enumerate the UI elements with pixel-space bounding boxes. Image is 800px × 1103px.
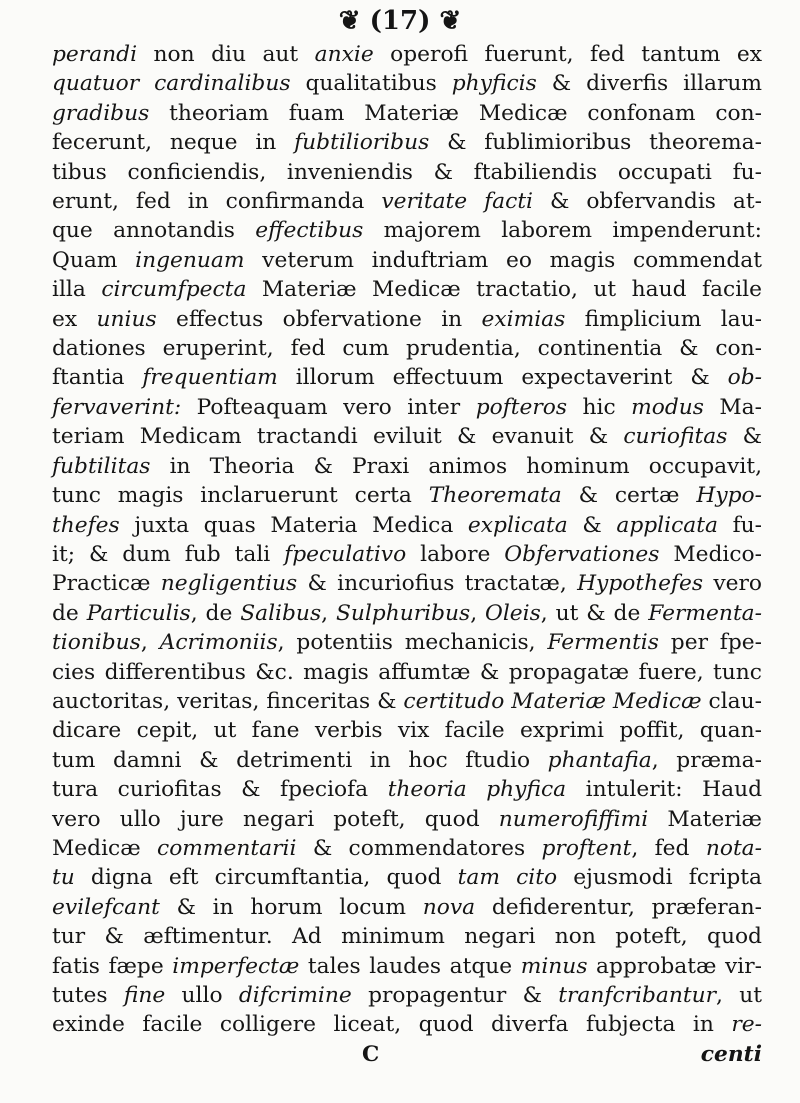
roman-text: & xyxy=(567,512,617,538)
italic-text: theoria phyfica xyxy=(387,777,567,803)
roman-text: propagentur & xyxy=(351,983,559,1008)
body-text xyxy=(52,40,762,1069)
italic-text: certitudo Materiæ Medicæ xyxy=(403,688,702,714)
italic-text: curiofitas xyxy=(623,424,728,450)
roman-text: de xyxy=(52,600,87,626)
text-line xyxy=(52,69,762,98)
roman-text: hic xyxy=(567,394,632,420)
text-line xyxy=(52,805,762,834)
roman-text: Medicæ xyxy=(52,835,158,861)
italic-text: quatuor cardinalibus xyxy=(52,71,291,97)
text-line xyxy=(52,40,762,69)
italic-text: gradibus xyxy=(52,100,150,126)
roman-text: dicare cepit, ut fane verbis vix facile exprimi poffit, quan- xyxy=(52,718,762,744)
roman-text: it; & dum fub tali xyxy=(52,541,285,567)
italic-text: numerofiffimi xyxy=(498,806,649,832)
roman-text: Ma- xyxy=(703,394,762,420)
roman-text: , xyxy=(140,630,160,656)
roman-text: illa xyxy=(52,277,102,303)
roman-text: & fublimioribus theorema- xyxy=(429,130,762,156)
roman-text: Medico- xyxy=(659,541,763,567)
text-line xyxy=(52,187,762,216)
roman-text: fu- xyxy=(717,512,762,538)
roman-text: defiderentur, præferan- xyxy=(475,894,762,920)
text-line xyxy=(52,716,762,745)
roman-text: dationes eruperint, fed cum prudentia, continentia & con- xyxy=(52,336,762,362)
text-line xyxy=(52,922,762,951)
italic-text: Fermentis xyxy=(547,630,659,656)
italic-text: anxie xyxy=(314,42,374,67)
italic-text: commentarii xyxy=(157,835,297,861)
roman-text: tutes xyxy=(52,983,124,1008)
text-line xyxy=(52,1010,762,1039)
roman-text: & xyxy=(727,424,762,450)
italic-text: imperfectæ xyxy=(172,953,300,979)
text-line xyxy=(52,540,762,569)
roman-text: illorum effectuum expectaverint & xyxy=(277,365,728,391)
roman-text: Pofteaquam vero inter xyxy=(181,394,476,420)
italic-text: tionibus xyxy=(52,630,141,656)
italic-text: fine xyxy=(123,983,166,1008)
roman-text: approbatæ vir- xyxy=(587,953,762,979)
text-line xyxy=(52,981,762,1010)
roman-text: majorem laborem impenderunt: xyxy=(363,218,762,244)
text-line xyxy=(52,393,762,422)
italic-text: effectibus xyxy=(255,218,364,244)
text-line xyxy=(52,481,762,510)
text-line xyxy=(52,275,762,304)
italic-text: thefes xyxy=(52,512,120,538)
italic-text: Hypothefes xyxy=(577,571,704,597)
roman-text: cies differentibus &c. magis affumtæ & propagatæ fuere, tunc xyxy=(52,659,762,685)
roman-text: per fpe- xyxy=(658,630,763,656)
text-line xyxy=(52,599,762,628)
text-line xyxy=(52,363,762,392)
roman-text: Materiæ xyxy=(648,806,762,832)
italic-text: tam cito xyxy=(457,865,558,891)
roman-text: tura curiofitas & fpeciofa xyxy=(52,777,388,803)
roman-text: & certæ xyxy=(561,483,697,509)
italic-text: evilefcant xyxy=(52,894,160,920)
roman-text: in Theoria & Praxi animos hominum occupavit, xyxy=(150,453,762,479)
text-line xyxy=(52,452,762,481)
roman-text: , xyxy=(470,600,486,626)
italic-text: pofteros xyxy=(475,394,568,420)
roman-text: , de xyxy=(190,600,241,626)
italic-text: fpeculativo xyxy=(284,541,407,567)
text-line xyxy=(52,658,762,687)
signature-line xyxy=(52,1040,762,1069)
roman-text: fimplicium lau- xyxy=(565,306,762,332)
italic-text: nova xyxy=(422,894,476,920)
roman-text: vero ullo jure negari poteft, quod xyxy=(52,806,499,832)
roman-text: theoriam fuam Materiæ Medicæ confonam con- xyxy=(149,100,762,126)
roman-text: ex xyxy=(52,306,97,332)
italic-text: Fermenta- xyxy=(648,600,762,626)
roman-text: vero xyxy=(703,571,762,597)
roman-text: digna eft circumftantia, quod xyxy=(74,865,458,891)
italic-text: unius xyxy=(96,306,157,332)
roman-text: fatis fæpe xyxy=(52,953,173,979)
italic-text: perandi xyxy=(52,42,138,67)
text-line xyxy=(52,746,762,775)
italic-text: ingenuam xyxy=(135,247,245,273)
italic-text: Particulis xyxy=(86,600,191,626)
roman-text: tum damni & detrimenti in hoc ftudio xyxy=(52,747,548,773)
italic-text: Hypo- xyxy=(696,483,762,509)
roman-text: erunt, fed in confirmanda xyxy=(52,189,382,215)
roman-text: operofi fuerunt, fed tantum ex xyxy=(373,42,762,67)
text-line xyxy=(52,99,762,128)
italic-text: tranfcribantur xyxy=(558,983,717,1008)
roman-text: labore xyxy=(406,541,505,567)
roman-text: exinde facile colligere liceat, quod diverfa fubjecta in xyxy=(52,1012,732,1038)
text-line xyxy=(52,511,762,540)
italic-text: Sulphuribus xyxy=(335,600,471,626)
roman-text: tur & æftimentur. Ad minimum negari non poteft, quod xyxy=(52,924,762,950)
roman-text: tunc magis inclaruerunt certa xyxy=(52,483,429,509)
italic-text: explicata xyxy=(467,512,568,538)
roman-text: , ut xyxy=(716,983,763,1008)
roman-text: teriam Medicam tractandi eviluit & evanuit & xyxy=(52,424,624,450)
roman-text: clau- xyxy=(701,688,762,714)
roman-text: ejusmodi fcripta xyxy=(557,865,762,891)
italic-text: phyficis xyxy=(451,71,537,97)
roman-text: , præma- xyxy=(651,747,762,773)
italic-text: Obfervationes xyxy=(504,541,660,567)
italic-text: fervaverint: xyxy=(52,394,182,420)
text-line xyxy=(52,422,762,451)
text-line xyxy=(52,863,762,892)
roman-text: tales laudes atque xyxy=(299,953,521,979)
italic-text: ob- xyxy=(727,365,762,391)
roman-text: ullo xyxy=(165,983,239,1008)
italic-text: negligentius xyxy=(160,571,298,597)
italic-text: circumfpecta xyxy=(101,277,247,303)
roman-text: , xyxy=(321,600,336,626)
italic-text: Acrimoniis xyxy=(159,630,278,656)
text-line xyxy=(52,305,762,334)
italic-text: fubtilitas xyxy=(52,453,151,479)
text-line xyxy=(52,216,762,245)
italic-text: Salibus xyxy=(240,600,322,626)
italic-text: eximias xyxy=(481,306,566,332)
italic-text: minus xyxy=(520,953,588,979)
roman-text: Practicæ xyxy=(52,571,161,597)
text-line xyxy=(52,246,762,275)
roman-text: non diu aut xyxy=(137,42,315,67)
italic-text: phantafia xyxy=(547,747,652,773)
text-line xyxy=(52,893,762,922)
roman-text: , fed xyxy=(631,835,706,861)
running-head-page-number: ❦ (17) ❦ xyxy=(338,6,462,36)
roman-text: intulerit: Haud xyxy=(566,777,762,803)
roman-text: , ut & de xyxy=(540,600,649,626)
roman-text: effectus obfervatione in xyxy=(156,306,482,332)
roman-text: & diverfis illarum xyxy=(536,71,762,97)
roman-text: & incuriofius tractatæ, xyxy=(297,571,578,597)
roman-text: Materiæ Medicæ tractatio, ut haud facile xyxy=(246,277,762,303)
roman-text: veterum induftriam eo magis commendat xyxy=(244,247,762,273)
italic-text: nota- xyxy=(705,835,763,861)
roman-text: Quam xyxy=(52,247,136,273)
text-line xyxy=(52,775,762,804)
roman-text: , potentiis mechanicis, xyxy=(277,630,548,656)
roman-text: & in horum locum xyxy=(159,894,423,920)
italic-text: tu xyxy=(52,865,75,891)
italic-text: veritate facti xyxy=(381,189,534,215)
roman-text: & commendatores xyxy=(296,835,542,861)
roman-text: & obfervandis at- xyxy=(533,189,762,215)
italic-text: proftent xyxy=(541,835,632,861)
text-line xyxy=(52,628,762,657)
signature-mark: C xyxy=(362,1041,380,1067)
roman-text: auctoritas, veritas, finceritas & xyxy=(52,688,404,714)
text-line xyxy=(52,834,762,863)
roman-text: tibus conficiendis, inveniendis & ftabiliendis occupati fu- xyxy=(52,159,762,185)
italic-text: frequentiam xyxy=(142,365,278,391)
roman-text: juxta quas Materia Medica xyxy=(119,512,468,538)
catchword: centi xyxy=(700,1041,762,1067)
text-line xyxy=(52,334,762,363)
italic-text: re- xyxy=(731,1012,762,1038)
roman-text: qualitatibus xyxy=(290,71,452,97)
text-line xyxy=(52,128,762,157)
text-line xyxy=(52,569,762,598)
roman-text: fecerunt, neque in xyxy=(52,130,295,156)
italic-text: fubtilioribus xyxy=(294,130,430,156)
italic-text: applicata xyxy=(616,512,718,538)
italic-text: Theoremata xyxy=(428,483,562,509)
italic-text: modus xyxy=(631,394,704,420)
text-line xyxy=(52,952,762,981)
roman-text: que annotandis xyxy=(52,218,256,244)
text-line xyxy=(52,687,762,716)
roman-text: ftantia xyxy=(52,365,143,391)
italic-text: difcrimine xyxy=(238,983,352,1008)
text-line xyxy=(52,158,762,187)
italic-text: Oleis xyxy=(485,600,541,626)
